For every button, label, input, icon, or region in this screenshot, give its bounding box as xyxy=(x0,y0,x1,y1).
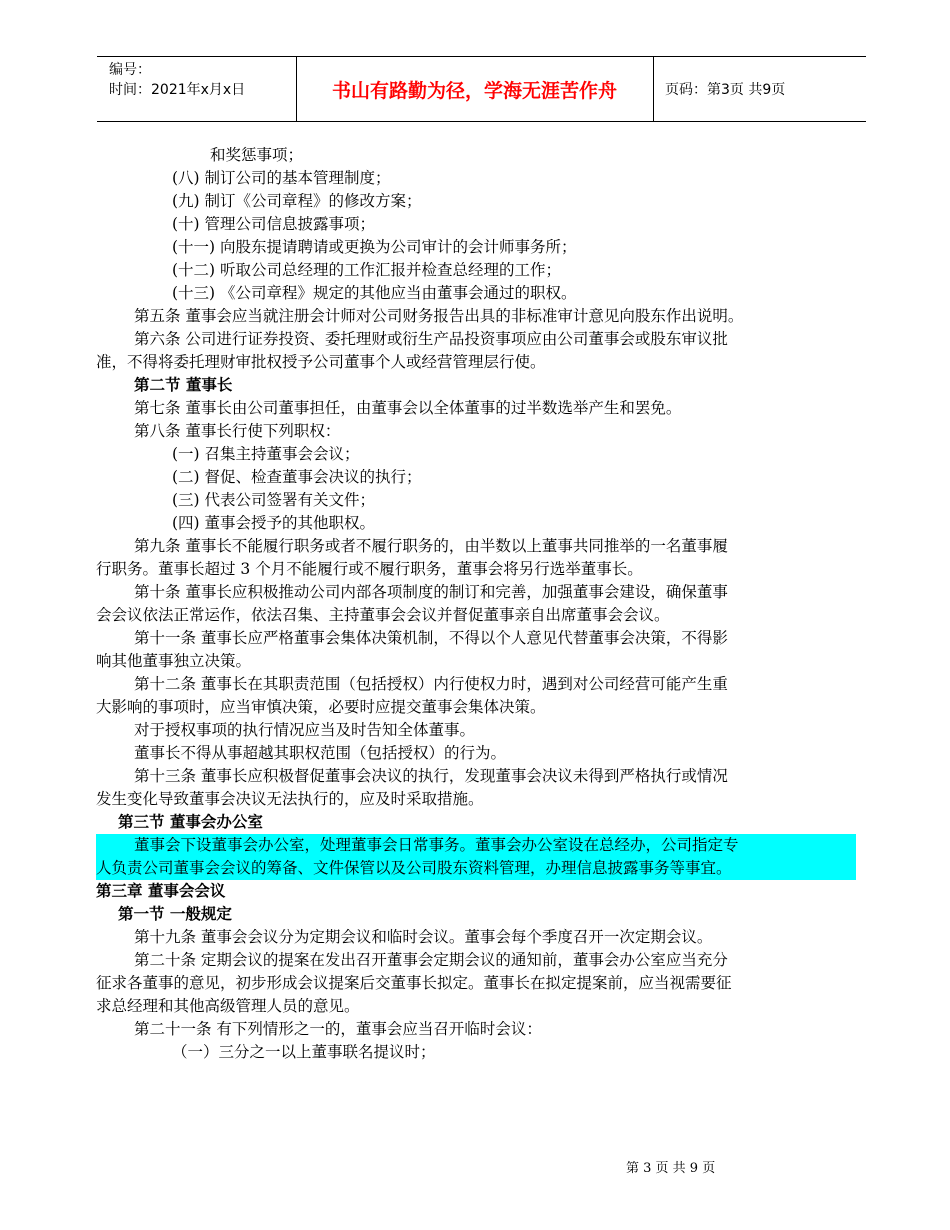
page-header xyxy=(97,56,866,122)
list-item: (十三) 《公司章程》规定的其他应当由董事会通过的职权。 xyxy=(172,284,577,302)
list-item: (十一) 向股东提请聘请或更换为公司审计的会计师事务所； xyxy=(172,238,577,256)
article-text: 第十一条 董事长应严格董事会集体决策机制，不得以个人意见代替董事会决策，不得影 xyxy=(134,629,728,647)
header-bottom-rule xyxy=(97,121,866,122)
header-motto: 书山有路勤为径，学海无涯苦作舟 xyxy=(331,80,617,102)
list-item: (八) 制订公司的基本管理制度； xyxy=(172,169,391,187)
list-item: (十) 管理公司信息披露事项； xyxy=(172,215,376,233)
article-text: 行职务。董事长超过 3 个月不能履行或不履行职务，董事会将另行选举董事长。 xyxy=(96,560,643,578)
article-text: 大影响的事项时，应当审慎决策，必要时应提交董事会集体决策。 xyxy=(96,698,546,716)
article-text: 第二十条 定期会议的提案在发出召开董事会定期会议的通知前，董事会办公室应当充分 xyxy=(134,951,728,969)
article-text: 征求各董事的意见，初步形成会议提案后交董事长拟定。董事长在拟定提案前，应当视需要征 xyxy=(96,974,732,992)
highlighted-text: 董事会下设董事会办公室，处理董事会日常事务。董事会办公室设在总经办，公司指定专 xyxy=(96,834,856,857)
article-text: 响其他董事独立决策。 xyxy=(96,652,252,670)
list-item: （一）三分之一以上董事联名提议时； xyxy=(172,1043,436,1061)
list-item: (九) 制订《公司章程》的修改方案； xyxy=(172,192,422,210)
article-text: 会会议依法正常运作，依法召集、主持董事会会议并督促董事亲自出席董事会会议。 xyxy=(96,606,670,624)
article-text: 第二十一条 有下列情形之一的，董事会应当召开临时会议： xyxy=(134,1020,542,1038)
article-text: 第七条 董事长由公司董事担任，由董事会以全体董事的过半数选举产生和罢免。 xyxy=(134,399,682,417)
document-body xyxy=(96,144,856,1064)
text-line: 和奖惩事项； xyxy=(210,146,304,164)
section-heading: 第一节 一般规定 xyxy=(118,905,232,923)
article-text: 准，不得将委托理财审批权授予公司董事个人或经营管理层行使。 xyxy=(96,353,546,371)
article-text: 发生变化导致董事会决议无法执行的，应及时采取措施。 xyxy=(96,790,484,808)
section-heading: 第二节 董事长 xyxy=(134,376,233,394)
header-top-rule xyxy=(97,56,866,57)
list-item: (二) 督促、检查董事会决议的执行； xyxy=(172,468,422,486)
article-text: 第十三条 董事长应积极督促董事会决议的执行，发现董事会决议未得到严格执行或情况 xyxy=(134,767,728,785)
list-item: (一) 召集主持董事会会议； xyxy=(172,445,360,463)
article-text: 第五条 董事会应当就注册会计师对公司财务报告出具的非标准审计意见向股东作出说明。 xyxy=(134,307,744,325)
header-number: 编号： xyxy=(109,62,151,78)
article-text: 第六条 公司进行证券投资、委托理财或衍生产品投资事项应由公司董事会或股东审议批 xyxy=(134,330,728,348)
article-text: 第十二条 董事长在其职责范围（包括授权）内行使权力时，遇到对公司经营可能产生重 xyxy=(134,675,728,693)
page-footer: 第 3 页 共 9 页 xyxy=(626,1161,716,1176)
article-text: 对于授权事项的执行情况应当及时告知全体董事。 xyxy=(134,721,476,739)
article-text: 第九条 董事长不能履行职务或者不履行职务的，由半数以上董事共同推举的一名董事履 xyxy=(134,537,728,555)
article-text: 第八条 董事长行使下列职权： xyxy=(134,422,341,440)
header-time: 时间：2021年x月x日 xyxy=(109,82,246,98)
chapter-heading: 第三章 董事会会议 xyxy=(96,882,226,900)
article-text: 求总经理和其他高级管理人员的意见。 xyxy=(96,997,360,1015)
article-text: 第十条 董事长应积极推动公司内部各项制度的制订和完善，加强董事会建设，确保董事 xyxy=(134,583,728,601)
article-text: 董事长不得从事超越其职权范围（包括授权）的行为。 xyxy=(134,744,507,762)
list-item: (十二) 听取公司总经理的工作汇报并检查总经理的工作； xyxy=(172,261,562,279)
list-item: (四) 董事会授予的其他职权。 xyxy=(172,514,376,532)
highlighted-text: 人负责公司董事会会议的筹备、文件保管以及公司股东资料管理，办理信息披露事务等事宜。 xyxy=(96,857,856,880)
header-page-number: 页码：第3页 共9页 xyxy=(665,82,786,98)
header-meta xyxy=(109,60,245,100)
section-heading: 第三节 董事会办公室 xyxy=(118,813,263,831)
header-divider xyxy=(653,56,654,122)
article-text: 第十九条 董事会会议分为定期会议和临时会议。董事会每个季度召开一次定期会议。 xyxy=(134,928,713,946)
list-item: (三) 代表公司签署有关文件； xyxy=(172,491,376,509)
